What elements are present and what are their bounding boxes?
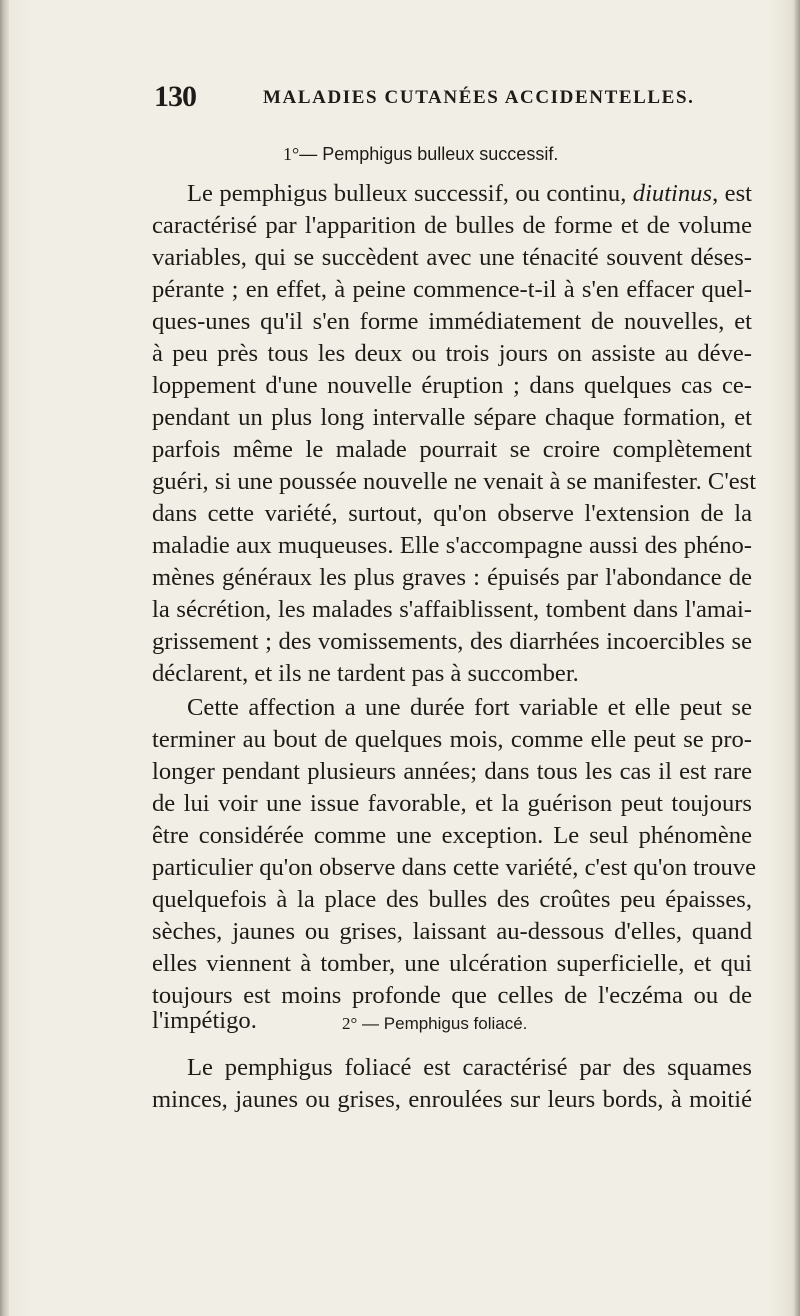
section-number-1: 1° <box>283 144 300 164</box>
section-title-1: — Pemphigus bulleux successif. <box>299 144 559 164</box>
text-line: à peu près tous les deux ou trois jours on assiste au déve- <box>152 340 752 367</box>
emphasis-term: diutinus <box>632 180 713 207</box>
text-line: caractérisé par l'apparition de bulles de forme et de volume <box>152 212 752 239</box>
page-right-edge <box>794 0 800 1316</box>
text-line: particulier qu'on observe dans cette variété, c'est qu'on trouve <box>152 854 756 881</box>
text-line: maladie aux muqueuses. Elle s'accompagne aussi des phéno- <box>152 532 752 559</box>
page-binding-edge <box>0 0 9 1316</box>
text-line: quelquefois à la place des bulles des croûtes peu épaisses, <box>152 886 752 913</box>
text-line: longer pendant plusieurs années; dans tous les cas il est rare <box>152 758 752 785</box>
section-heading-2 <box>342 1014 527 1034</box>
text-line: ques-unes qu'il s'en forme immédiatement de nouvelles, et <box>152 308 752 335</box>
text-line: elles viennent à tomber, une ulcération superficielle, et qui <box>152 950 752 977</box>
section-heading-1 <box>283 144 558 165</box>
page-number: 130 <box>154 80 196 113</box>
text-line: sèches, jaunes ou grises, laissant au-dessous d'elles, quand <box>152 918 752 945</box>
text-line: variables, qui se succèdent avec une ténacité souvent déses- <box>152 244 752 271</box>
text-line: parfois même le malade pourrait se croire complètement <box>152 436 752 463</box>
text-line: dans cette variété, surtout, qu'on observe l'extension de la <box>152 500 752 527</box>
text-line: minces, jaunes ou grises, enroulées sur leurs bords, à moitié <box>152 1086 752 1113</box>
text-line: de lui voir une issue favorable, et la guérison peut toujours <box>152 790 752 817</box>
text-line: grissement ; des vomissements, des diarrhées incoercibles se <box>152 628 752 655</box>
text-line: pendant un plus long intervalle sépare chaque formation, et <box>152 404 752 431</box>
text-line: pérante ; en effet, à peine commence-t-il à s'en effacer quel- <box>152 276 752 303</box>
text-line: guéri, si une poussée nouvelle ne venait à se manifester. C'est <box>152 468 757 495</box>
section-title-2: — Pemphigus foliacé. <box>362 1014 528 1033</box>
text-line: Cette affection a une durée fort variable et elle peut se <box>187 694 752 721</box>
text-line: toujours est moins profonde que celles de l'eczéma ou de <box>152 982 752 1009</box>
text-line: Le pemphigus bulleux successif, ou continu, diutinus, est <box>187 180 752 207</box>
text-line: loppement d'une nouvelle éruption ; dans quelques cas ce- <box>152 372 752 399</box>
section-number-2: 2° <box>342 1014 358 1033</box>
text-line: déclarent, et ils ne tardent pas à succomber. <box>152 660 579 687</box>
text-line: être considérée comme une exception. Le seul phénomène <box>152 822 752 849</box>
text-line: l'impétigo. <box>152 1007 257 1034</box>
text-line: la sécrétion, les malades s'affaiblissent, tombent dans l'amai- <box>152 596 752 623</box>
text-line: Le pemphigus foliacé est caractérisé par des squames <box>187 1054 752 1081</box>
text-line: mènes généraux les plus graves : épuisés par l'abondance de <box>152 564 752 591</box>
running-title: MALADIES CUTANÉES ACCIDENTELLES. <box>263 87 695 108</box>
text-line: terminer au bout de quelques mois, comme elle peut se pro- <box>152 726 752 753</box>
